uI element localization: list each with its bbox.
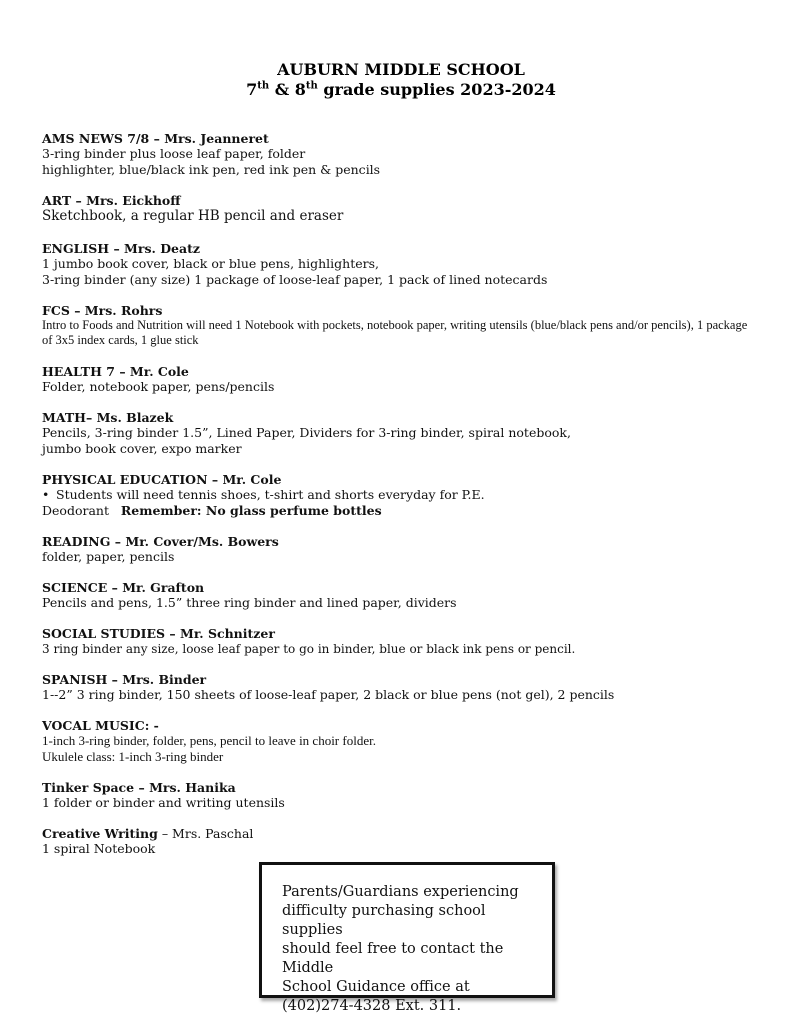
section-line bbox=[42, 503, 762, 519]
section-line: 1 jumbo book cover, black or blue pens, highlighters, bbox=[42, 256, 379, 271]
section-line: Pencils and pens, 1.5” three ring binder and lined paper, dividers bbox=[42, 595, 457, 610]
section-heading: ENGLISH – Mrs. Deatz bbox=[42, 241, 200, 256]
section-heading: SPANISH – Mrs. Binder bbox=[42, 672, 207, 687]
section-heading: MATH– Ms. Blazek bbox=[42, 410, 174, 425]
bullet-icon: • bbox=[42, 487, 50, 502]
section-line: Folder, notebook paper, pens/pencils bbox=[42, 379, 275, 394]
school-title: AUBURN MIDDLE SCHOOL bbox=[277, 60, 525, 79]
section-reading bbox=[42, 534, 762, 565]
notice-line: (402)274-4328 Ext. 311. bbox=[282, 998, 462, 1014]
section-social-studies bbox=[42, 626, 762, 657]
section-heading: AMS NEWS 7/8 – Mrs. Jeanneret bbox=[42, 131, 269, 146]
grade-eight: & 8 bbox=[269, 80, 306, 99]
section-vocal-music bbox=[42, 718, 762, 765]
section-line: 3 ring binder any size, loose leaf paper to go in binder, blue or black ink pens or pencil. bbox=[42, 642, 576, 656]
remember-text: Remember: No glass perfume bottles bbox=[120, 503, 382, 518]
section-line: jumbo book cover, expo marker bbox=[42, 441, 242, 456]
section-art bbox=[42, 193, 762, 224]
section-health bbox=[42, 364, 762, 395]
section-line: 1 spiral Notebook bbox=[42, 841, 156, 856]
section-heading: SOCIAL STUDIES – Mr. Schnitzer bbox=[42, 626, 275, 641]
section-heading: Tinker Space – Mrs. Hanika bbox=[42, 780, 236, 795]
section-ams-news bbox=[42, 131, 762, 178]
guidance-notice-box bbox=[259, 862, 555, 1014]
section-spanish bbox=[42, 672, 762, 703]
notice-line: should feel free to contact the Middle bbox=[282, 941, 504, 976]
section-line: highlighter, blue/black ink pen, red ink pen & pencils bbox=[42, 162, 381, 177]
section-heading: SCIENCE – Mr. Grafton bbox=[42, 580, 205, 595]
section-heading: FCS – Mrs. Rohrs bbox=[42, 303, 163, 318]
section-heading: PHYSICAL EDUCATION – Mr. Cole bbox=[42, 472, 282, 487]
section-text: Intro to Foods and Nutrition will need 1 Notebook with pockets, notebook paper, writing utensils (blue/black pens and/or pencils), 1 package of 3x5 index cards, 1 glue stick bbox=[42, 318, 748, 347]
section-physical-education bbox=[42, 472, 762, 519]
document-subtitle bbox=[0, 80, 802, 99]
grade-seven: 7 bbox=[246, 80, 258, 99]
notice-line: Parents/Guardians experiencing bbox=[282, 884, 519, 900]
subtitle-rest: grade supplies 2023-2024 bbox=[317, 80, 556, 99]
section-heading: READING – Mr. Cover/Ms. Bowers bbox=[42, 534, 279, 549]
section-math bbox=[42, 410, 762, 457]
deodorant-text: Deodorant bbox=[42, 503, 109, 518]
section-line: 3-ring binder plus loose leaf paper, folder bbox=[42, 146, 306, 161]
section-heading: ART – Mrs. Eickhoff bbox=[42, 193, 181, 208]
section-line: 1-inch 3-ring binder, folder, pens, pencil to leave in choir folder. bbox=[42, 733, 376, 748]
section-heading bbox=[42, 826, 762, 841]
creative-writing-label: Creative Writing bbox=[42, 826, 158, 841]
section-heading: VOCAL MUSIC: - bbox=[42, 718, 159, 733]
grade-eight-suffix: th bbox=[305, 80, 318, 92]
section-creative-writing bbox=[42, 826, 762, 857]
notice-line: difficulty purchasing school supplies bbox=[282, 903, 486, 938]
grade-seven-suffix: th bbox=[257, 80, 270, 92]
notice-line: School Guidance office at bbox=[282, 979, 470, 995]
section-line: Ukulele class: 1-inch 3-ring binder bbox=[42, 749, 224, 764]
section-line: 1 folder or binder and writing utensils bbox=[42, 795, 285, 810]
section-line: folder, paper, pencils bbox=[42, 549, 175, 564]
section-english bbox=[42, 241, 762, 288]
bullet-text: Students will need tennis shoes, t-shirt and shorts everyday for P.E. bbox=[56, 487, 485, 502]
guidance-notice-text bbox=[282, 883, 544, 1016]
section-line: 1--2” 3 ring binder, 150 sheets of loose-leaf paper, 2 black or blue pens (not gel), 2 pencils bbox=[42, 687, 615, 702]
section-line: Sketchbook, a regular HB pencil and eraser bbox=[42, 208, 344, 224]
section-line: Pencils, 3-ring binder 1.5”, Lined Paper, Dividers for 3-ring binder, spiral notebook, bbox=[42, 425, 571, 440]
section-line: 3-ring binder (any size) 1 package of loose-leaf paper, 1 pack of lined notecards bbox=[42, 272, 548, 287]
bullet-item bbox=[42, 487, 762, 503]
section-tinker-space bbox=[42, 780, 762, 811]
creative-writing-teacher: – Mrs. Paschal bbox=[157, 826, 254, 841]
section-heading: HEALTH 7 – Mr. Cole bbox=[42, 364, 189, 379]
section-fcs bbox=[42, 303, 762, 348]
section-science bbox=[42, 580, 762, 611]
